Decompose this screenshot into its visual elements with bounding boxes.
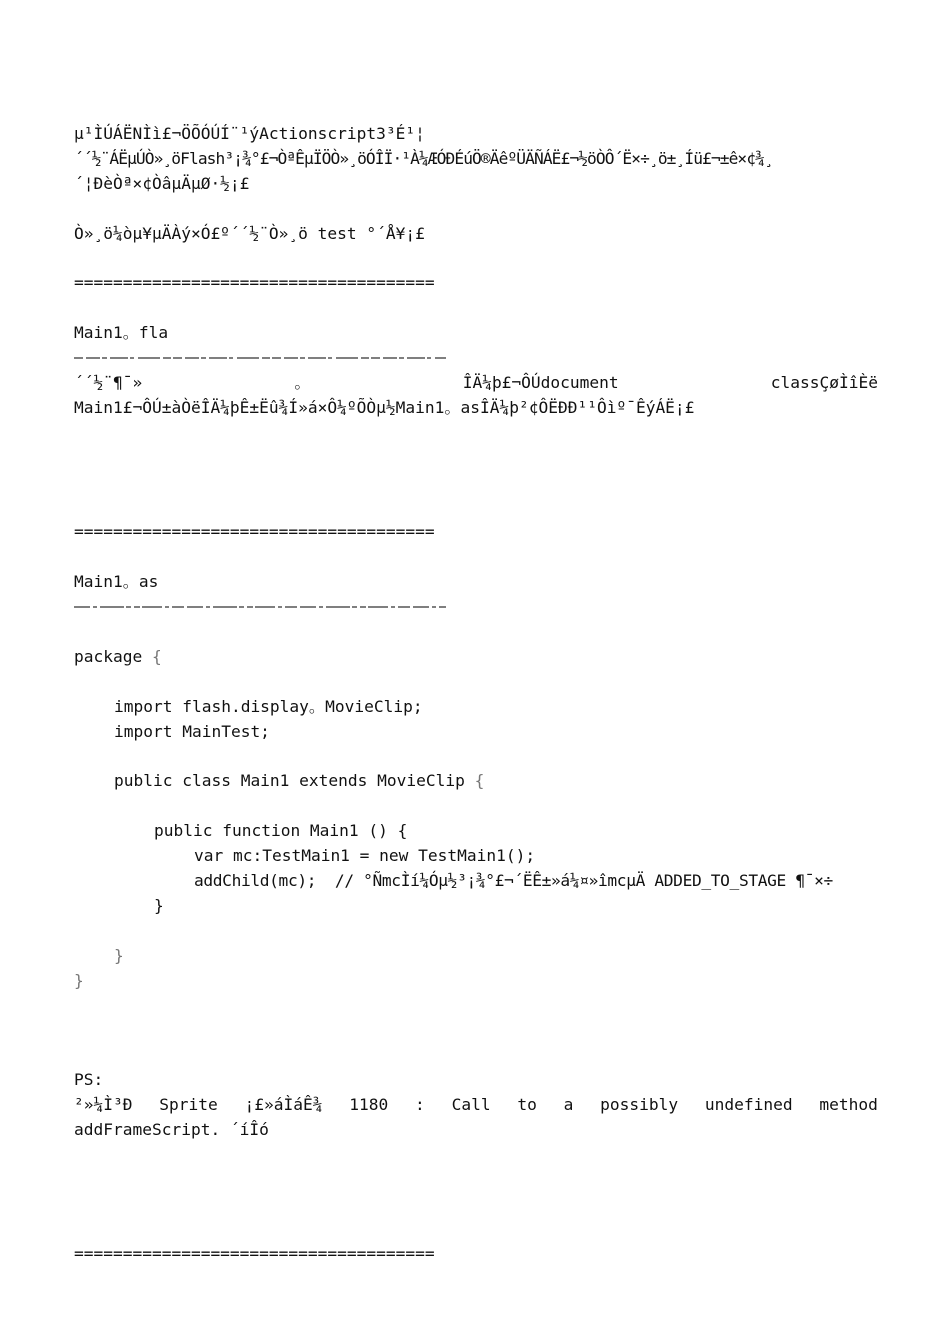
ps-word: method <box>819 1095 878 1115</box>
code-line-class <box>74 769 878 794</box>
intro-line-4: Ò»¸ö¼òµ¥µÄÀý×Ó£º´´½¨Ò»¸ö test °´Å¥¡£ <box>74 223 425 243</box>
intro-line-1: µ¹ÌÚÁËNÌì£¬ÖÕÓÚÍ¨¹ýActionscript3³É¹¦ <box>74 124 425 143</box>
ps-word: Sprite <box>159 1095 218 1115</box>
code-line-close-class: } <box>114 945 124 965</box>
code-line-import-1: import flash.display。MovieClip; <box>114 696 423 716</box>
separator-1: ===================================== <box>74 273 435 293</box>
intro-line-2: ´´½¨ÁËµÚÒ»¸öFlash³¡¾°£¬ÒªÊµÏÖÒ»¸öÓÎÏ·¹À¼ÆÓÐÉúÖ®ÄêºÜÄÑÁË£¬½öÒÔ´Ë×÷¸ö±¸Íü£¬±ê×¢¾¸ <box>74 148 773 168</box>
code-text: public class Main1 extends MovieClip <box>114 771 475 791</box>
code-line-close-fn: } <box>154 895 164 915</box>
code-brace: { <box>151 646 162 666</box>
as-section-title: Main1。as <box>74 572 159 592</box>
code-line-close-package: } <box>74 970 84 990</box>
intro-line-3: ´¦ÐèÒª×¢ÒâµÄµØ·½¡£ <box>74 173 250 193</box>
fla-description-line-2: Main1£¬ÔÚ±àÒëÎÄ¼þÊ±Ëû¾Í»á×Ô¼ºÕÒµ½Main1。asÎÄ¼þ²¢ÔËÐÐ¹¹Ôìº¯ÊýÁË¡£ <box>74 397 695 417</box>
ps-error-line-2: addFrameScript. ´íÎó <box>74 1119 269 1139</box>
code-line-package <box>74 645 878 670</box>
fla-desc-word: ÎÄ¼þ£¬ÔÚdocument <box>462 373 619 392</box>
ps-word: 1180 <box>349 1095 389 1115</box>
ps-word: Call <box>451 1095 491 1115</box>
ps-word: : <box>415 1095 425 1115</box>
code-line-addchild: addChild(mc); // °ÑmcÌí¼Óµ½³¡¾°£¬´ËÊ±»á¼¤»îmcµÄ ADDED_TO_STAGE ¶¯×÷ <box>194 870 833 890</box>
fla-desc-word: classÇøÌîÈë <box>770 373 878 392</box>
ps-word: a <box>563 1095 574 1115</box>
code-text: package <box>74 646 152 666</box>
ps-word: ¡£»áÌáÊ¾ <box>244 1095 323 1115</box>
code-line-import-2: import MainTest; <box>114 721 270 741</box>
ps-label: PS: <box>74 1070 104 1090</box>
ps-error-line-1 <box>74 1093 878 1118</box>
code-line-constructor: public function Main1 () { <box>154 821 408 841</box>
code-line-var: var mc:TestMain1 = new TestMain1(); <box>194 846 536 866</box>
ps-word: undefined <box>704 1095 793 1115</box>
code-brace: { <box>474 771 485 791</box>
ps-word: ²»¼Ì³Ð <box>74 1095 133 1115</box>
fla-section-title: Main1。fla <box>74 323 169 343</box>
separator-3: ===================================== <box>74 1244 435 1264</box>
ps-word: possibly <box>600 1095 679 1115</box>
ps-word: to <box>517 1095 537 1115</box>
fla-desc-word: ´´½¨¶¯» <box>74 373 143 392</box>
fla-description-line-1 <box>74 371 878 396</box>
document-page <box>74 122 878 1267</box>
as-dashed-rule <box>74 595 878 620</box>
fla-desc-word: 。 <box>294 373 311 392</box>
separator-2: ===================================== <box>74 522 435 542</box>
fla-dashed-rule <box>74 346 878 371</box>
